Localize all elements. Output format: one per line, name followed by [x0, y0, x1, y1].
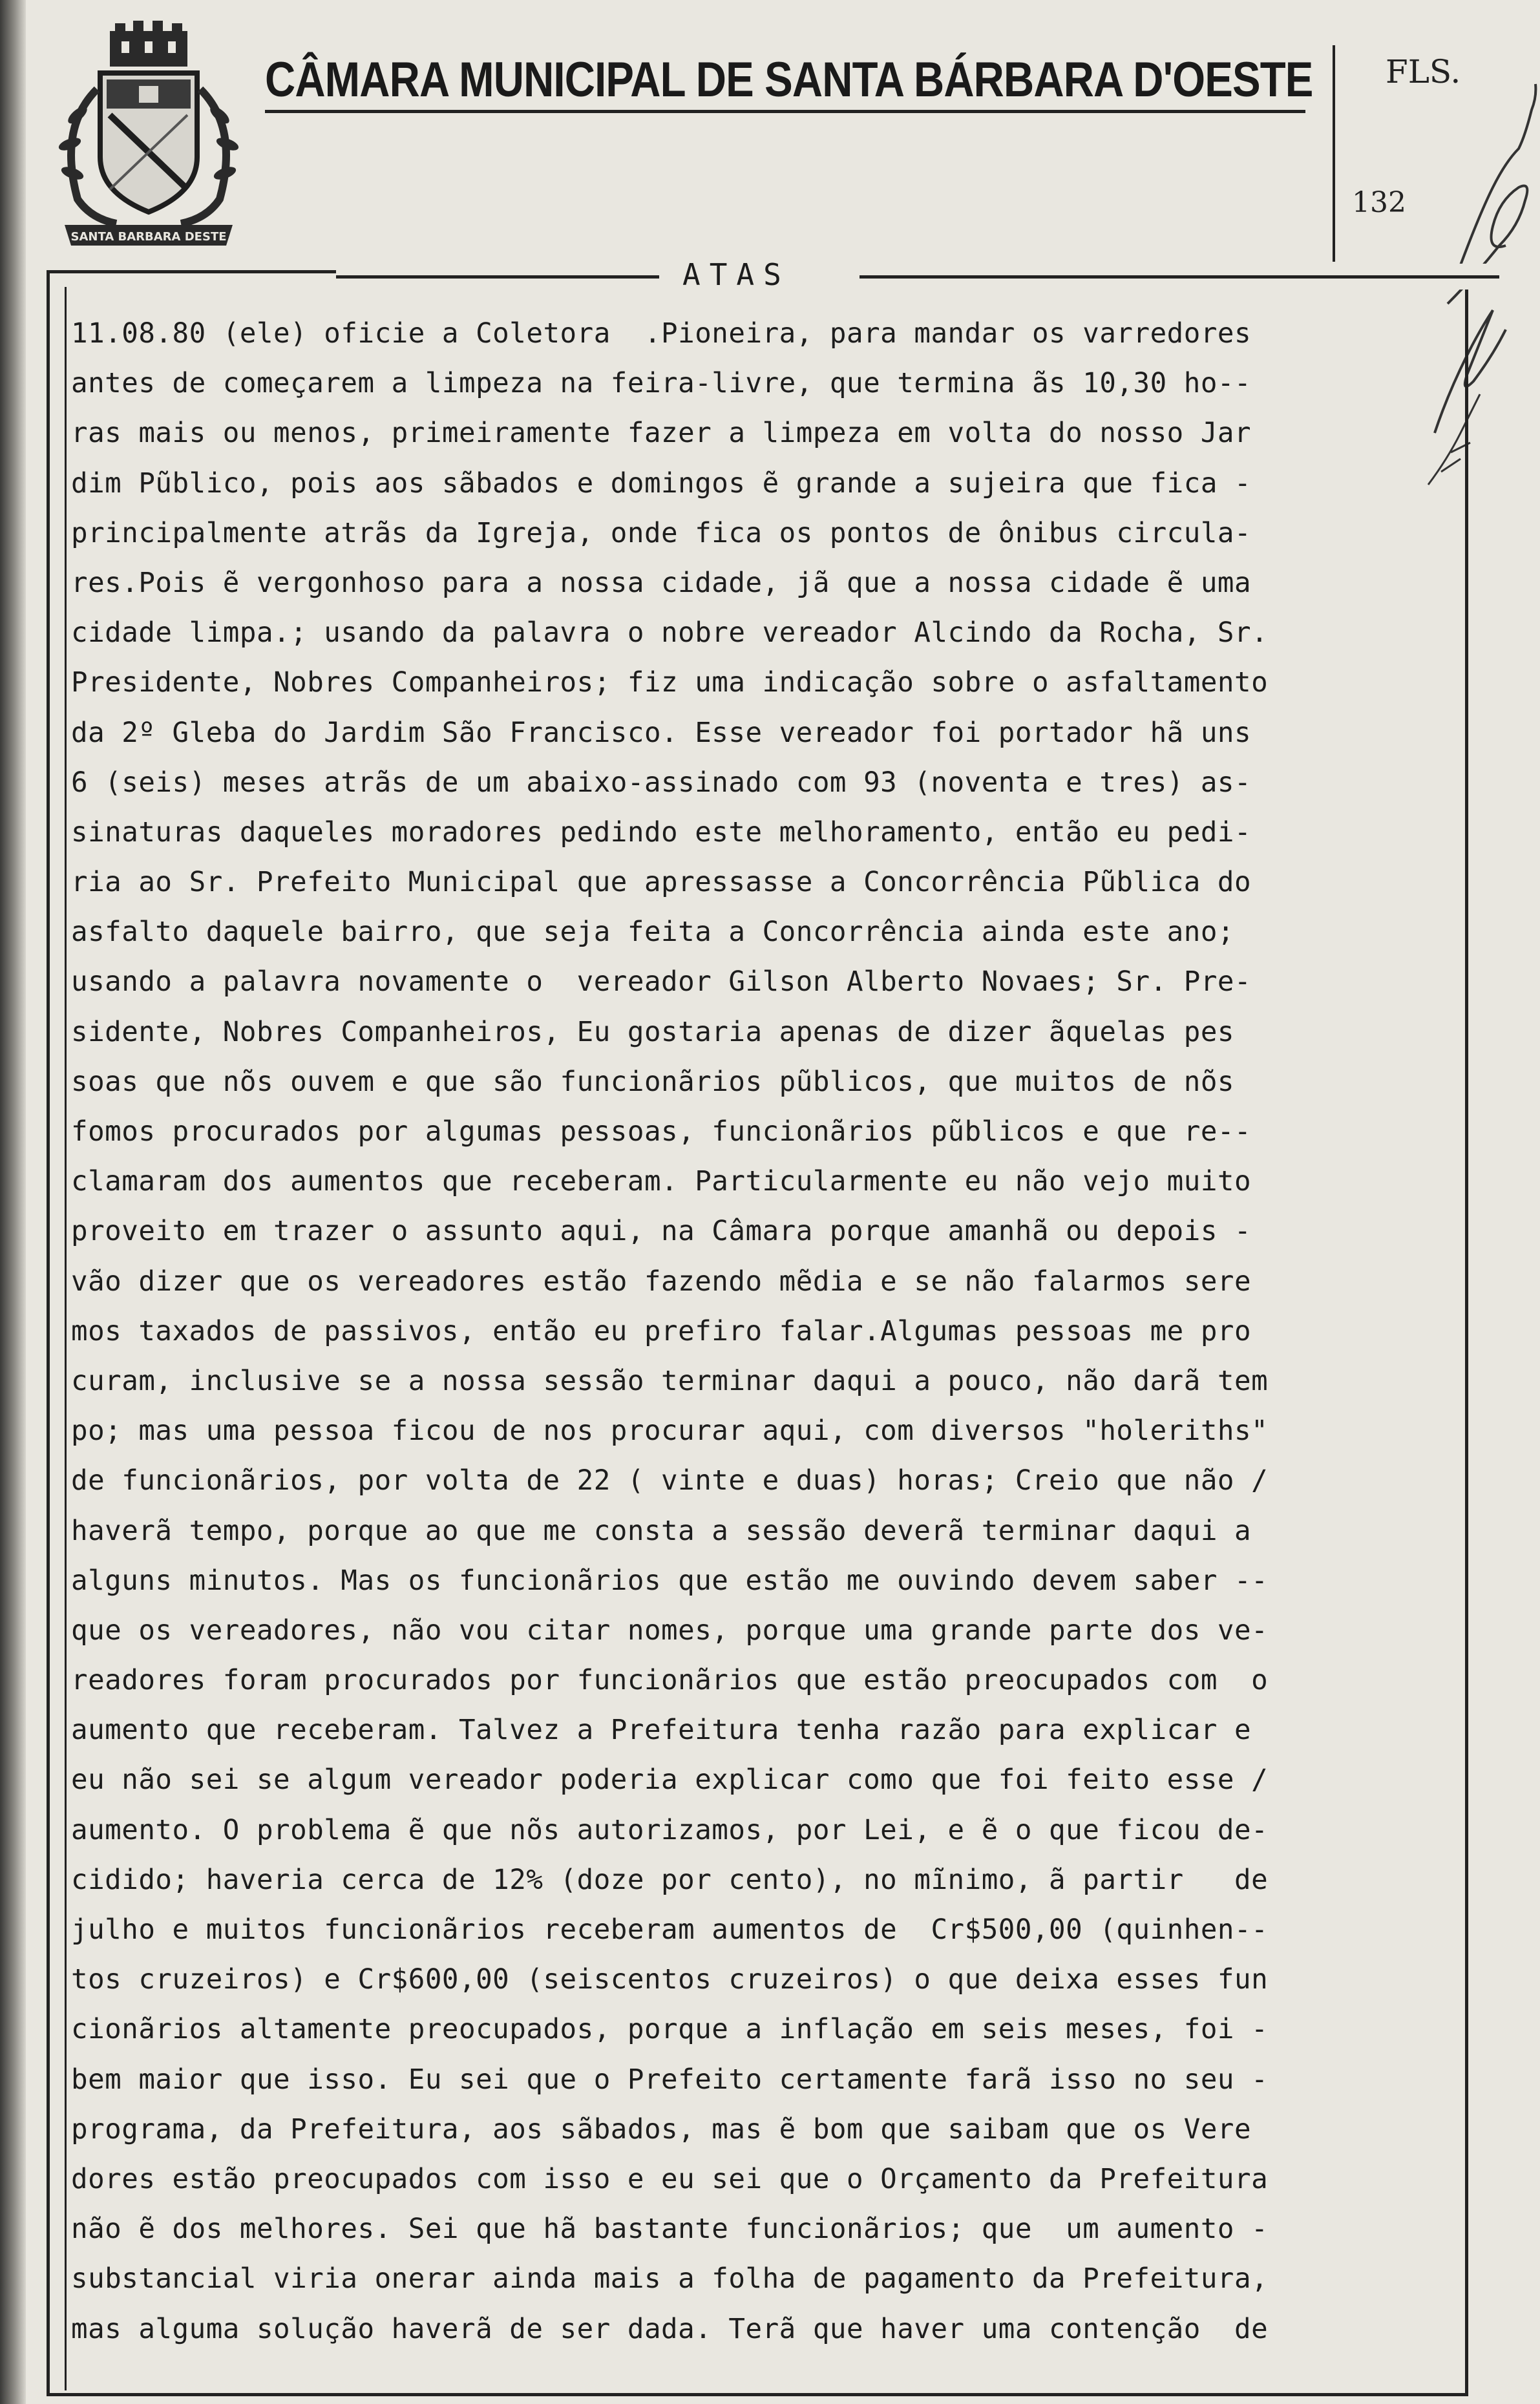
folio-number: 132	[1352, 186, 1406, 219]
text-line: curam, inclusive se a nossa sessão terminar daqui a pouco, não darã tem	[71, 1365, 1269, 1397]
text-line: antes de começarem a limpeza na feira-livre, que termina ãs 10,30 ho--	[71, 368, 1252, 400]
text-line: bem maior que isso. Eu sei que o Prefeito certamente farã isso no seu -	[71, 2063, 1269, 2096]
text-line: readores foram procurados por funcionãrios que estão preocupados com o	[71, 1665, 1269, 1697]
scan-edge-shadow	[0, 0, 26, 2404]
text-line: clamaram dos aumentos que receberam. Particularmente eu não vejo muito	[71, 1166, 1252, 1198]
text-line: principalmente atrãs da Igreja, onde fica os pontos de ônibus circula-	[71, 517, 1252, 549]
text-line: sinaturas daqueles moradores pedindo este melhoramento, então eu pedi-	[71, 816, 1252, 849]
text-line: cidido; haveria cerca de 12% (doze por cento), no mĩnimo, ã partir de	[71, 1864, 1269, 1896]
text-line: mos taxados de passivos, então eu prefiro falar.Algumas pessoas me pro	[71, 1315, 1252, 1347]
letterhead	[26, 0, 1540, 265]
text-line: cidade limpa.; usando da palavra o nobre vereador Alcindo da Rocha, Sr.	[71, 617, 1269, 649]
text-line: po; mas uma pessoa ficou de nos procurar aqui, com diversos "holeriths"	[71, 1415, 1269, 1448]
text-line: dim Pũblico, pois aos sãbados e domingos ẽ grande a sujeira que fica -	[71, 467, 1252, 500]
text-line: vão dizer que os vereadores estão fazendo mẽdia e se não falarmos sere	[71, 1265, 1252, 1298]
title-underline	[265, 110, 1305, 113]
text-line: proveito em trazer o assunto aqui, na Câmara porque amanhã ou depois -	[71, 1216, 1252, 1248]
section-rule	[336, 264, 1499, 290]
text-line: tos cruzeiros) e Cr$600,00 (seiscentos cruzeiros) o que deixa esses fun	[71, 1964, 1269, 1996]
text-line: sidente, Nobres Companheiros, Eu gostaria apenas de dizer ãquelas pes	[71, 1016, 1235, 1048]
text-line: aumento que receberam. Talvez a Prefeitura tenha razão para explicar e	[71, 1714, 1252, 1747]
text-line: de funcionãrios, por volta de 22 ( vinte e duas) horas; Creio que não /	[71, 1465, 1269, 1497]
text-line: que os vereadores, não vou citar nomes, porque uma grande parte dos ve-	[71, 1614, 1269, 1647]
text-line: programa, da Prefeitura, aos sãbados, mas ẽ bom que saibam que os Vere	[71, 2113, 1252, 2146]
text-line: asfalto daquele bairro, que seja feita a Concorrência ainda este ano;	[71, 916, 1235, 949]
text-line: cionãrios altamente preocupados, porque a inflação em seis meses, foi -	[71, 2014, 1269, 2046]
text-line: ras mais ou menos, primeiramente fazer a limpeza em volta do nosso Jar	[71, 417, 1252, 450]
text-line: haverã tempo, porque ao que me consta a sessão deverã terminar daqui a	[71, 1515, 1252, 1547]
text-line: soas que nõs ouvem e que são funcionãrios pũblicos, que muitos de nõs	[71, 1066, 1235, 1098]
section-title: ATAS	[672, 257, 801, 292]
text-line: aumento. O problema ẽ que nõs autorizamos, por Lei, e ẽ o que ficou de-	[71, 1814, 1269, 1846]
folio-label: FLS.	[1386, 53, 1461, 90]
text-line: fomos procurados por algumas pessoas, funcionãrios pũblicos e que re--	[71, 1116, 1252, 1148]
header-divider	[1333, 45, 1335, 262]
text-line: ria ao Sr. Prefeito Municipal que apressasse a Concorrência Pũblica do	[71, 867, 1252, 899]
text-line: da 2º Gleba do Jardim São Francisco. Esse vereador foi portador hã uns	[71, 717, 1252, 749]
text-line: julho e muitos funcionãrios receberam aumentos de Cr$500,00 (quinhen--	[71, 1914, 1269, 1946]
text-line: mas alguma solução haverã de ser dada. Terã que haver uma contenção de	[71, 2313, 1269, 2345]
text-line: eu não sei se algum vereador poderia explicar como que foi feito esse /	[71, 1764, 1269, 1797]
text-line: Presidente, Nobres Companheiros; fiz uma indicação sobre o asfaltamento	[71, 667, 1269, 699]
text-line: 11.08.80 (ele) oficie a Coletora .Pioneira, para mandar os varredores	[71, 318, 1252, 350]
municipal-crest-icon	[39, 18, 258, 257]
crest-motto: SANTA BARBARA DESTE	[70, 230, 227, 244]
minutes-text	[71, 309, 1467, 2354]
text-line: usando a palavra novamente o vereador Gilson Alberto Novaes; Sr. Pre-	[71, 966, 1252, 998]
text-line: 6 (seis) meses atrãs de um abaixo-assinado com 93 (noventa e tres) as-	[71, 766, 1252, 799]
text-line: substancial viria onerar ainda mais a folha de pagamento da Prefeitura,	[71, 2263, 1269, 2295]
text-line: não ẽ dos melhores. Sei que hã bastante funcionãrios; que um aumento -	[71, 2213, 1269, 2246]
institution-name: CÂMARA MUNICIPAL DE SANTA BÁRBARA D'OESTE	[265, 52, 1313, 107]
text-line: dores estão preocupados com isso e eu sei que o Orçamento da Prefeitura	[71, 2163, 1269, 2195]
text-line: alguns minutos. Mas os funcionãrios que estão me ouvindo devem saber --	[71, 1565, 1269, 1597]
text-line: res.Pois ẽ vergonhoso para a nossa cidade, jã que a nossa cidade ẽ uma	[71, 567, 1252, 599]
